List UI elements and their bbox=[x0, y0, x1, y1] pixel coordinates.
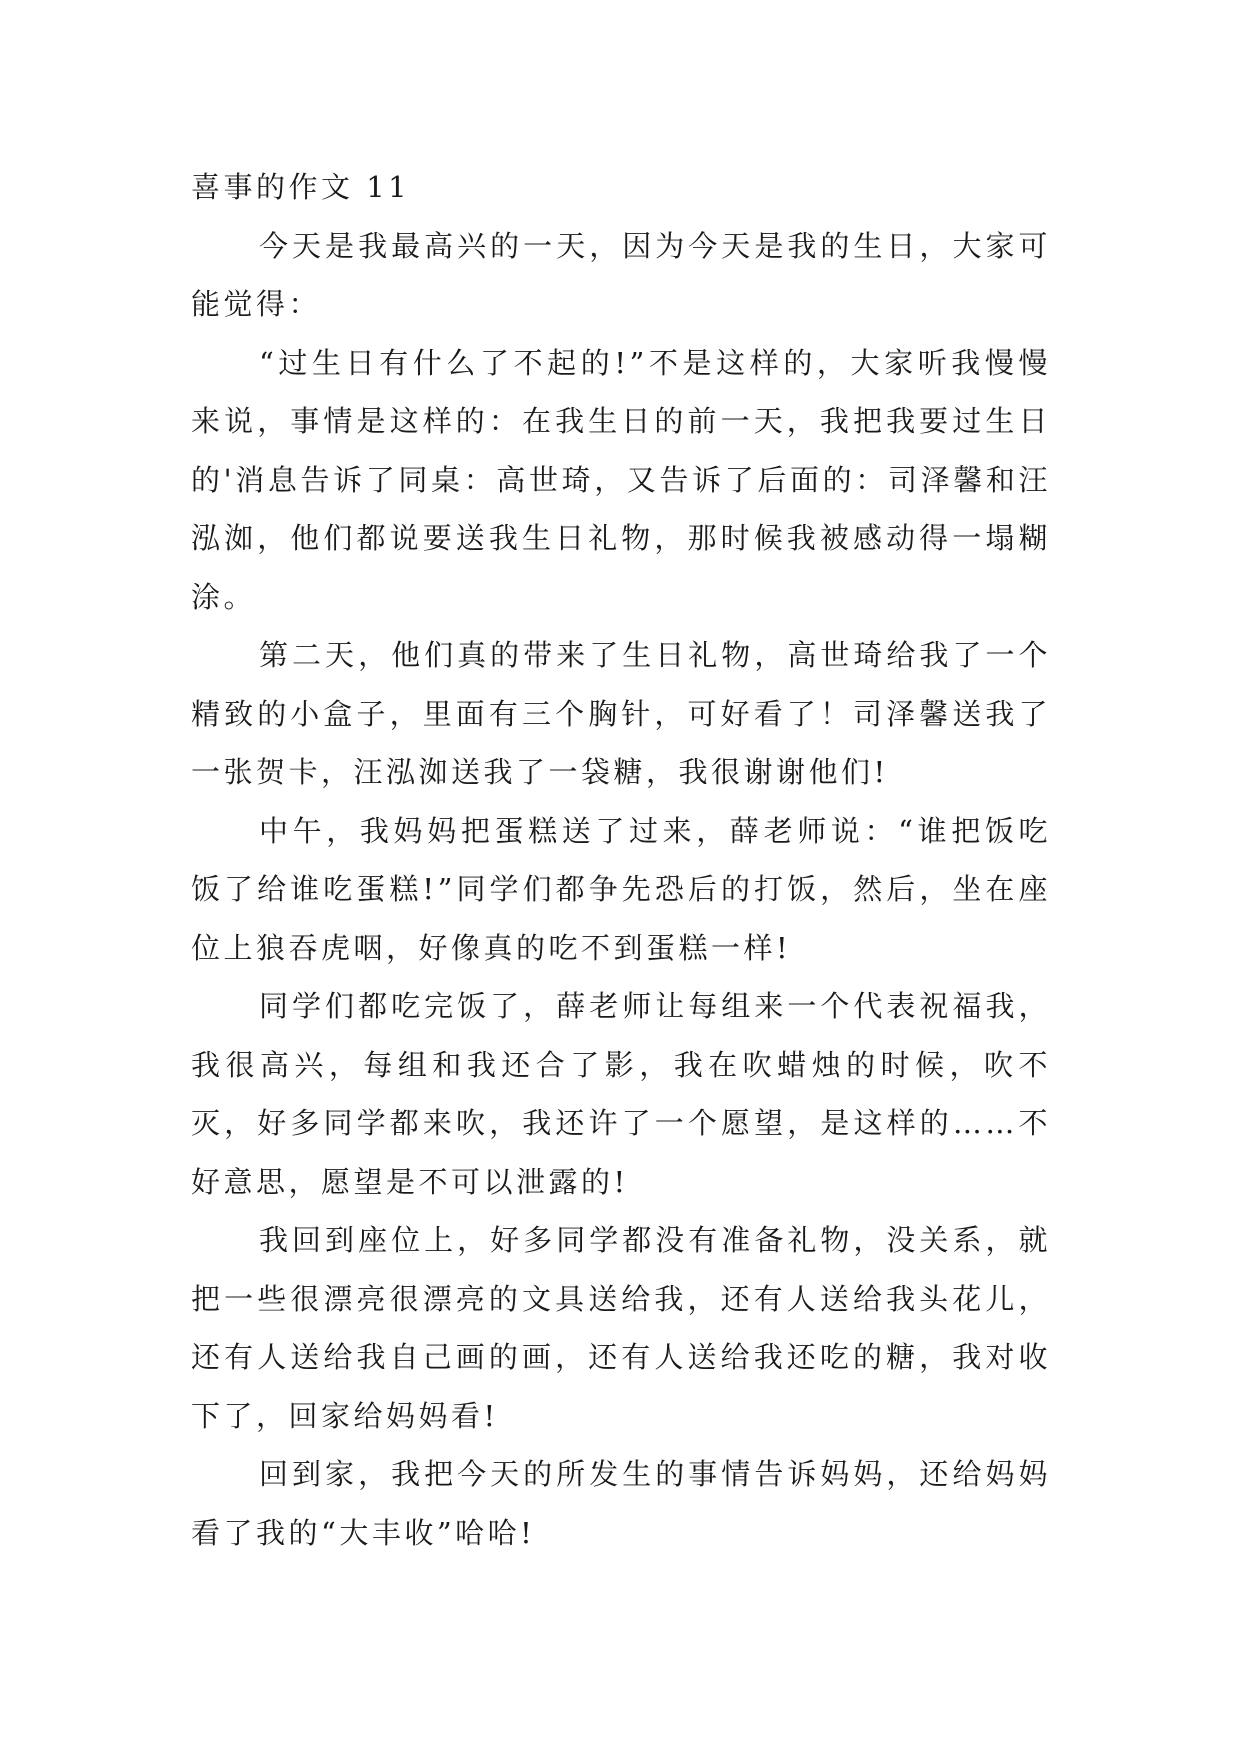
paragraph-7: 回到家，我把今天的所发生的事情告诉妈妈，还给妈妈看了我的“大丰收”哈哈! bbox=[191, 1457, 1051, 1550]
paragraph-6: 我回到座位上，好多同学都没有准备礼物，没关系，就把一些很漂亮很漂亮的文具送给我，还有人送给我头花儿，还有人送给我自己画的画，还有人送给我还吃的糖，我对收下了，回家给妈妈看! bbox=[191, 1223, 1051, 1433]
paragraph-2: “过生日有什么了不起的!”不是这样的，大家听我慢慢来说，事情是这样的：在我生日的前一天，我把我要过生日的'消息告诉了同桌：高世琦，又告诉了后面的：司泽馨和汪泓洳，他们都说要送我生日礼物，那时候我被感动得一塌糊涂。 bbox=[191, 345, 1051, 614]
paragraph-1: 今天是我最高兴的一天，因为今天是我的生日，大家可能觉得： bbox=[191, 228, 1051, 321]
document-title: 喜事的作文 11 bbox=[191, 170, 411, 204]
paragraph-5: 同学们都吃完饭了，薛老师让每组来一个代表祝福我，我很高兴，每组和我还合了影，我在吹蜡烛的时候，吹不灭，好多同学都来吹，我还许了一个愿望，是这样的……不好意思，愿望是不可以泄露的! bbox=[191, 989, 1051, 1199]
document-body bbox=[191, 158, 1051, 1562]
paragraph-3: 第二天，他们真的带来了生日礼物，高世琦给我了一个精致的小盒子，里面有三个胸针，可好看了！司泽馨送我了一张贺卡，汪泓洳送我了一袋糖，我很谢谢他们! bbox=[191, 638, 1051, 789]
paragraph-4: 中午，我妈妈把蛋糕送了过来，薛老师说：“谁把饭吃饭了给谁吃蛋糕!”同学们都争先恐后的打饭，然后，坐在座位上狼吞虎咽，好像真的吃不到蛋糕一样! bbox=[191, 813, 1051, 965]
